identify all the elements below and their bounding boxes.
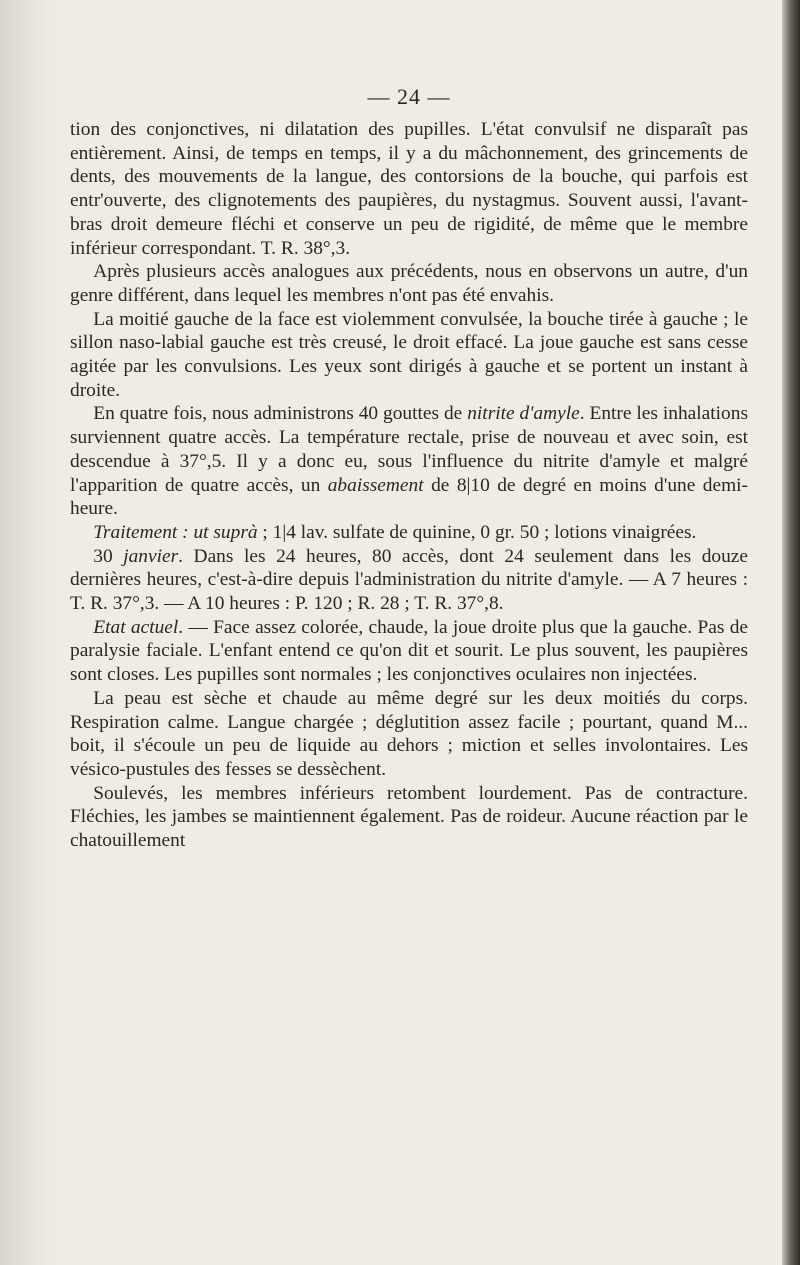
italic-date: janvier [123,545,179,567]
paragraph-continuation: tion des conjonctives, ni dilatation des pupilles. L'état convulsif ne disparaît pas entièrement. Ainsi, de temps en temps, il y a du mâchonnement, des grincements de dents, des mouvements de la langue, des contorsions de la bouche, qui parfois est entr'ouverte, des clignotements des paupières, du nystagmus. Souvent aussi, l'avant-bras droit demeure fléchi et conserve un peu de rigidité, de même que le membre inférieur correspondant. T. R. 38°,3. [70,119,748,259]
paragraph-nitrite [70,402,748,521]
paragraph-current-state [70,616,748,687]
italic-term: abaissement [327,474,424,496]
paragraph: La peau est sèche et chaude au même degré sur les deux moitiés du corps. Respiration calme. Langue chargée ; déglutition assez facile ; pourtant, quand M... boit, il s'écoule un peu de liquide au dehors ; miction et selles involontaires. Les vésico-pustules des fesses se dessèchent. [70,687,748,780]
paragraph: Après plusieurs accès analogues aux précédents, nous en observons un autre, d'un genre différent, dans lequel les membres n'ont pas été envahis. [70,261,748,306]
text-run: . Dans les 24 heures, 80 accès, dont 24 seulement dans les douze dernières heures, c'est-à-dire depuis l'administration du nitrite d'amyle. — A 7 heures : T. R. 37°,3. — A 10 heures : P. 120 ; R. 28 ; T. R. 37°,8. [70,545,748,615]
page-number: — 24 — [367,84,451,109]
text-run: de 8|10 de degré en moins d'une demi-heure. [70,474,748,520]
paragraph: Soulevés, les membres inférieurs retombent lourdement. Pas de contracture. Fléchies, les jambes se maintiennent également. Pas de roideur. Aucune réaction par le chatouillement [70,782,748,852]
italic-heading: Etat actuel [93,616,179,638]
italic-heading: Traitement : ut suprà [93,521,258,543]
paragraph-treatment [70,521,748,545]
text-run: En quatre fois, nous administrons 40 gouttes de [93,403,468,425]
text-run: . — Face assez colorée, chaude, la joue droite plus que la gauche. Pas de paralysie faciale. L'enfant entend ce qu'on dit et sourit. Le plus souvent, les paupières sont closes. Les pupilles sont normales ; les conjonctives oculaires non injectées. [70,616,748,686]
paragraph: La moitié gauche de la face est violemment convulsée, la bouche tirée à gauche ; le sillon naso-labial gauche est très creusé, le droit effacé. La joue gauche est sans cesse agitée par les convulsions. Les yeux sont dirigés à gauche et se portent un instant à droite. [70,308,748,401]
scan-left-margin [0,0,52,1265]
scan-binding-shadow [782,0,800,1265]
text-run: 30 [93,545,124,567]
text-run: . Entre les inhalations surviennent quatre accès. La température rectale, prise de nouveau et avec soin, est descendue à 37°,5. Il y a donc eu, sous l'influence du nitrite d'amyle et malgré l'apparition de quatre accès, un [70,403,748,496]
book-page [58,0,760,1265]
text-run: ; 1|4 lav. sulfate de quinine, 0 gr. 50 ; lotions vinaigrées. [257,521,697,543]
body-text [70,118,748,853]
italic-term: nitrite d'amyle [467,403,580,425]
paragraph-date-entry [70,545,748,616]
